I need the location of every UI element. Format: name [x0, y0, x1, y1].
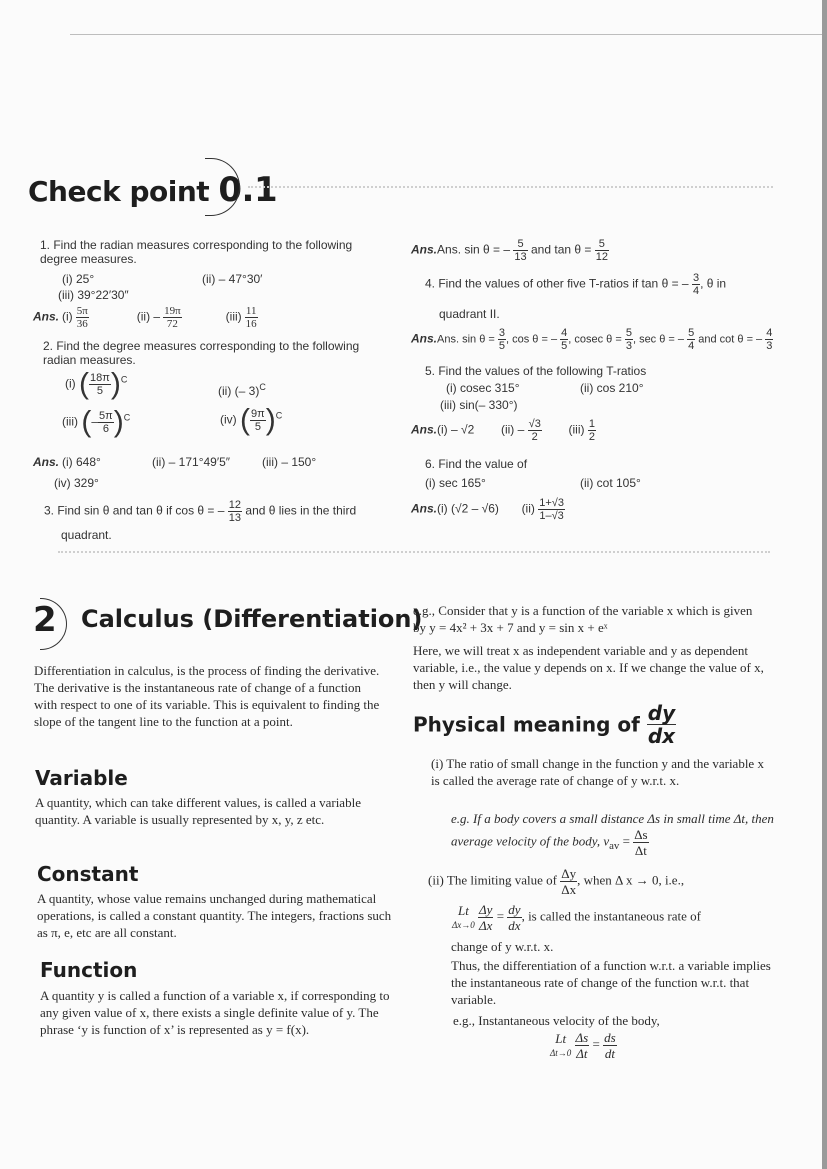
section-title: Calculus (Differentiation)	[81, 605, 423, 633]
question-5: 5. Find the values of the following T-ratios	[425, 364, 647, 378]
q1-ii: (ii) – 47°30′	[202, 272, 263, 286]
limit-expression: Lt Δx→0 $\frac{\Delta y}{\Delta x}$ = $\frac{dy}{dx}$ , is called the instantaneous rate of	[452, 902, 701, 933]
physical-meaning-heading: Physical meaning of $\frac{dy}{dx}$	[413, 701, 676, 748]
answer-1: Ans. (i) $\frac{5\pi}{36}$ (ii) – $\frac{19\pi}{72}$ (iii) $\frac{11}{16}$	[33, 305, 257, 330]
question-6: 6. Find the value of	[425, 457, 528, 471]
point-ii: (ii) The limiting value of $\frac{\Delta y}{\Delta x}$ , when Δ x → 0, i.e.,	[428, 866, 685, 897]
checkpoint-number: 0.1	[218, 170, 278, 210]
velocity-example: e.g., Instantaneous velocity of the body,	[453, 1013, 660, 1028]
q1-iii: (iii) 39°22′30″	[58, 288, 129, 302]
checkpoint-dotted-rule	[248, 186, 773, 188]
q2-i: (i) ( $\frac{18\pi}{5}$ )$^C$	[65, 367, 128, 401]
question-1: 1. Find the radian measures corresponding to the following degree measures.	[40, 238, 353, 266]
section-number: 2	[33, 600, 57, 640]
page-edge	[822, 0, 827, 1169]
intro-paragraph: Differentiation in calculus, is the process of finding the derivative. The derivative is the instantaneous rate of change of a function with respect to one of its variable. This is equivalent to finding the slope of the tangent line to the function at a point.	[34, 663, 380, 729]
point-i: (i) The ratio of small change in the function y and the variable x is called the average rate of change of y w.r.t. x.	[431, 756, 764, 788]
variable-text: A quantity, which can take different values, is called a variable quantity. A variable is usually represented by x, y, z etc.	[35, 795, 361, 827]
question-4: 4. Find the values of other five T-ratios if tan θ = – $\frac{3}{4}$ , θ in	[425, 272, 727, 297]
example-explanation: Here, we will treat x as independent variable and y as dependent variable, i.e., the value y depends on x. If we change the value of x, then y will change.	[413, 643, 764, 692]
q6-i: (i) sec 165°	[425, 476, 486, 490]
q6-ii: (ii) cot 105°	[580, 476, 641, 490]
q1-i: (i) 25°	[62, 272, 95, 286]
checkpoint-label: Check point	[28, 175, 210, 208]
answer-5: Ans.(i) – √2 (ii) – $\frac{√3}{2}$ (iii) $\frac{1}{2}$	[411, 418, 595, 443]
question-3: 3. Find sin θ and tan θ if cos θ = – $\frac{12}{13}$ and θ lies in the third	[44, 499, 357, 524]
q5-i: (i) cosec 315°	[446, 381, 520, 395]
answer-2: Ans. (i) 648°	[33, 455, 101, 469]
answer-4: Ans.Ans. sin θ = $\frac{3}{5}$ , cos θ = – $\frac{4}{5}$ , cosec θ = $\frac{5}{3}$ , sec θ = – $\frac{5}{4}$ and cot θ = – $\frac{4}{3}$	[411, 327, 773, 352]
q5-ii: (ii) cos 210°	[580, 381, 644, 395]
a2-iii: (iii) – 150°	[262, 455, 317, 469]
function-text: A quantity y is called a function of a variable x, if corresponding to any given value of x, there exists a single definite value of y. The phrase ‘y is function of x’ is represented as y = f(x).	[40, 988, 390, 1037]
section-arc	[40, 598, 67, 650]
q3-cont: quadrant.	[61, 528, 112, 542]
point-i-example: e.g. If a body covers a small distance Δs in small time Δt, then average velocity of the body, $v_{av}$ = $\frac{\Delta s}{\Delta t}$	[451, 811, 774, 858]
q2-iii: (iii) (– $\frac{5\pi}{6}$ )$^C$	[62, 405, 131, 439]
q2-iv: (iv) ( $\frac{9\pi}{5}$ )$^C$	[220, 403, 283, 437]
constant-text: A quantity, whose value remains unchanged during mathematical operations, is called a constant quantity. The integers, fractions such as π, e, etc are all constant.	[37, 891, 392, 940]
top-rule	[70, 34, 827, 35]
variable-heading: Variable	[35, 766, 128, 790]
question-2: 2. Find the degree measures corresponding to the following radian measures.	[43, 339, 360, 367]
a2-iv: (iv) 329°	[54, 476, 99, 490]
constant-heading: Constant	[37, 862, 139, 886]
velocity-limit: Lt Δt→0 $\frac{\Delta s}{\Delta t}$ = $\frac{ds}{dt}$	[550, 1030, 616, 1061]
answer-3: Ans.Ans. sin θ = – $\frac{5}{13}$ and tan θ = $\frac{5}{12}$	[411, 238, 608, 263]
point-ii-cont: change of y w.r.t. x.	[451, 939, 554, 954]
q2-ii: (ii) (– 3)$^C$	[218, 382, 266, 398]
a2-ii: (ii) – 171°49′5″	[152, 455, 231, 469]
example-function: e.g., Consider that y is a function of the variable x which is given by y = 4x² + 3x + 7 and y = sin x + eˣ	[413, 603, 753, 635]
answer-6: Ans.(i) (√2 – √6) (ii) $\frac{1+√3}{1-√3}$	[411, 497, 564, 522]
function-heading: Function	[40, 958, 138, 982]
q4-cont: quadrant II.	[439, 307, 500, 321]
q5-iii: (iii) sin(– 330°)	[440, 398, 518, 412]
differentiation-meaning: Thus, the differentiation of a function w.r.t. a variable implies the instantaneous rate of change of the function w.r.t. that variable.	[451, 958, 771, 1007]
checkpoint-bottom-rule	[58, 551, 770, 553]
